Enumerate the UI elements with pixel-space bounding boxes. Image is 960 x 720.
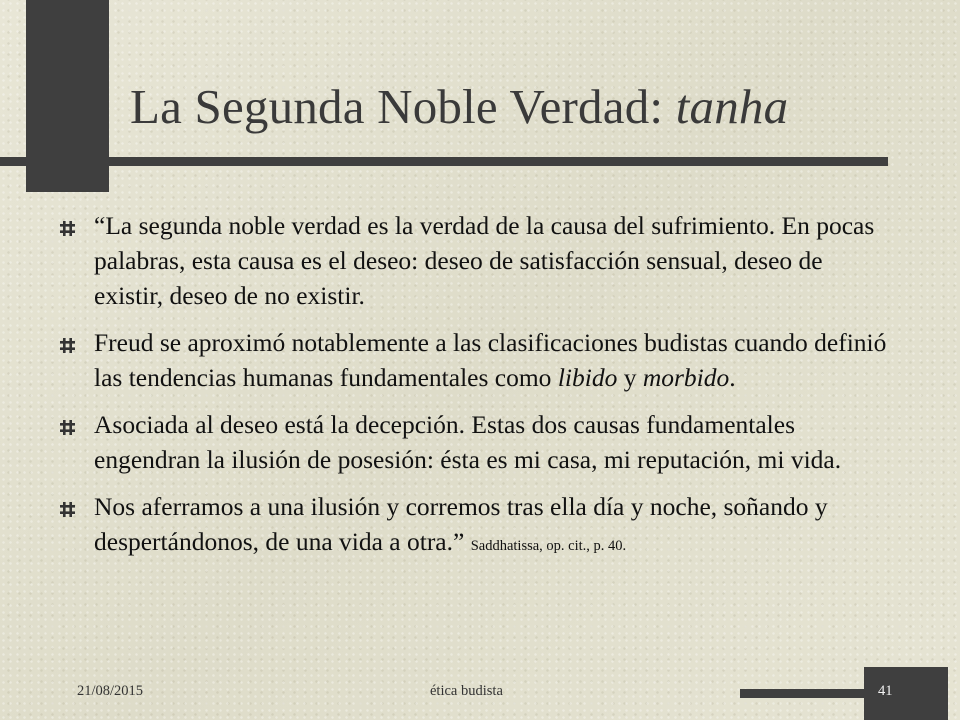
hash-bullet-icon [60, 221, 75, 236]
page-number: 41 [878, 683, 893, 699]
hash-bullet-icon [60, 420, 75, 435]
bullet-text-mid: y [617, 363, 643, 392]
bullet-text: Nos aferramos a una ilusión y corremos tras ella día y noche, soñando y despertándonos, de una vida a otra.” [94, 492, 828, 556]
citation: Saddhatissa, op. cit., p. 40. [470, 538, 627, 554]
page-number-box [864, 667, 948, 720]
bullet-list [60, 208, 890, 576]
title-italic: tanha [675, 79, 789, 134]
bullet-item-3 [60, 407, 890, 477]
title-underline-bar [0, 157, 888, 166]
bullet-italic-libido: libido [557, 363, 618, 392]
bullet-text-end: . [729, 363, 736, 392]
hash-bullet-icon [60, 502, 75, 517]
bullet-item-4 [60, 489, 890, 564]
bullet-italic-morbido: morbido [642, 363, 730, 392]
bullet-text: Freud se aproximó notablemente a las clasificaciones budistas cuando definió las tendencias humanas fundamentales como [94, 328, 887, 392]
footer-date: 21/08/2015 [77, 683, 144, 699]
bullet-item-1 [60, 208, 890, 313]
bullet-text: Asociada al deseo está la decepción. Estas dos causas fundamentales engendran la ilusión de posesión: ésta es mi casa, mi reputación, mi vida. [94, 410, 842, 474]
slide-title [130, 78, 788, 135]
hash-bullet-icon [60, 338, 75, 353]
title-main: La Segunda Noble Verdad: [130, 79, 676, 134]
bullet-item-2 [60, 325, 890, 395]
footer-title: ética budista [430, 683, 503, 699]
footer-bar [740, 689, 864, 698]
bullet-text: “La segunda noble verdad es la verdad de la causa del sufrimiento. En pocas palabras, esta causa es el deseo: deseo de satisfacción sensual, deseo de existir, deseo de no existir. [94, 211, 875, 310]
